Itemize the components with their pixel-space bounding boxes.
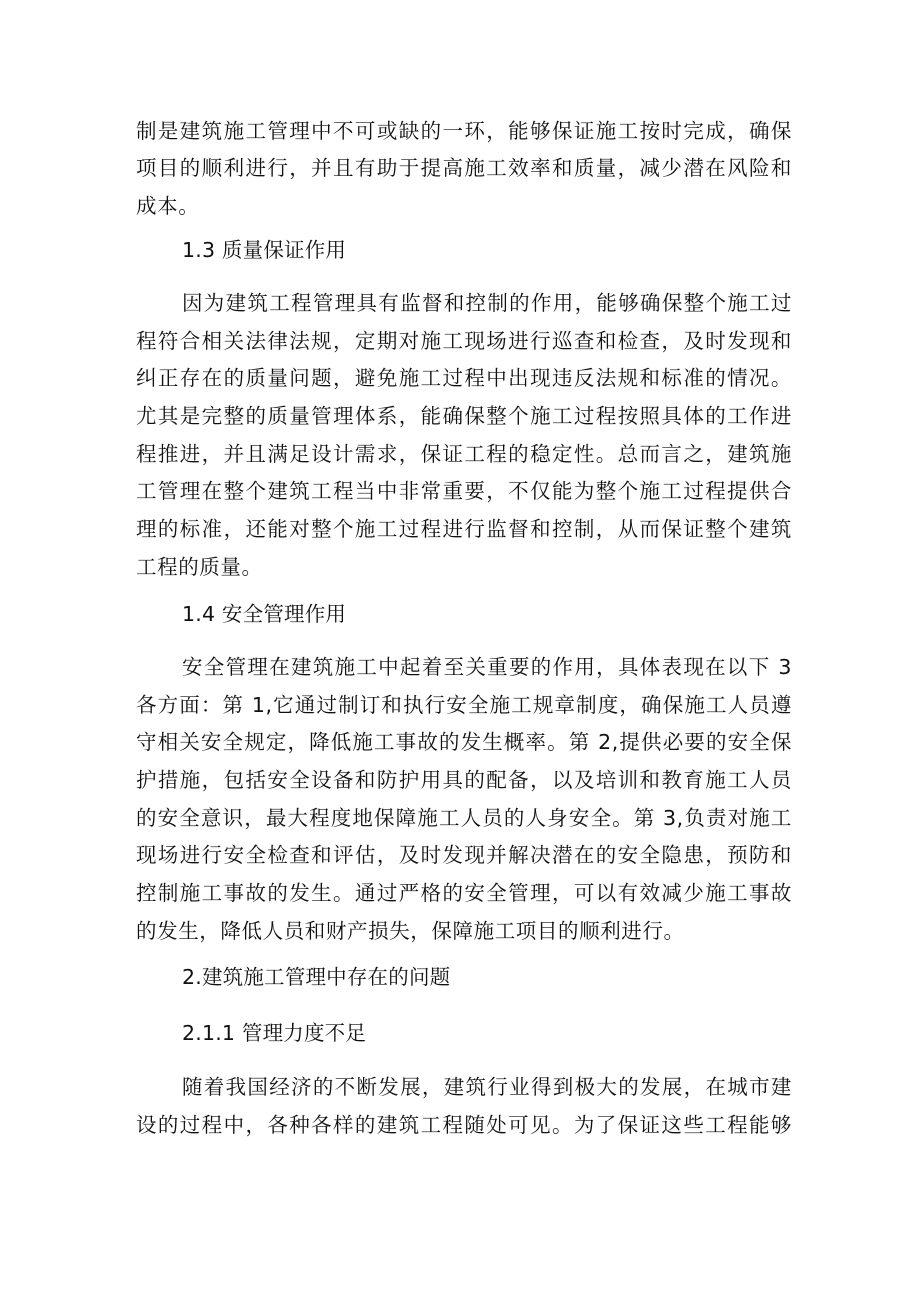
section-heading: 1.3 质量保证作用 <box>182 238 347 262</box>
text-line: 程推进，并且满足设计需求，保证工程的稳定性。总而言之，建筑施 <box>136 442 792 466</box>
text-line: 成本。 <box>136 194 200 218</box>
text-line: 因为建筑工程管理具有监督和控制的作用，能够确保整个施工过 <box>182 291 792 315</box>
text-line: 控制施工事故的发生。通过严格的安全管理，可以有效减少施工事故 <box>136 881 792 905</box>
section-heading: 2.建筑施工管理中存在的问题 <box>182 965 451 989</box>
text-line: 理的标准，还能对整个施工过程进行监督和控制，从而保证整个建筑 <box>136 517 792 541</box>
text-line: 的安全意识，最大程度地保障施工人员的人身安全。第 3,负责对施工 <box>136 806 792 830</box>
text-line: 守相关安全规定，降低施工事故的发生概率。第 2,提供必要的安全保 <box>136 730 792 754</box>
text-line: 现场进行安全检查和评估，及时发现并解决潜在的安全隐患，预防和 <box>136 843 792 867</box>
text-line: 的发生，降低人员和财产损失，保障施工项目的顺利进行。 <box>136 919 685 943</box>
text-line: 安全管理在建筑施工中起着至关重要的作用，具体表现在以下 3 <box>182 655 792 679</box>
section-heading: 1.4 安全管理作用 <box>182 602 347 626</box>
text-line: 工管理在整个建筑工程当中非常重要，不仅能为整个施工过程提供合 <box>136 479 792 503</box>
text-line: 工程的质量。 <box>136 555 263 579</box>
text-line: 护措施，包括安全设备和防护用具的配备，以及培训和教育施工人员 <box>136 768 792 792</box>
text-line: 纠正存在的质量问题，避免施工过程中出现违反法规和标准的情况。 <box>136 366 792 390</box>
text-line: 各方面：第 1,它通过制订和执行安全施工规章制度，确保施工人员遵 <box>136 693 792 717</box>
text-line: 随着我国经济的不断发展，建筑行业得到极大的发展，在城市建 <box>182 1075 792 1099</box>
text-line: 制是建筑施工管理中不可或缺的一环，能够保证施工按时完成，确保 <box>136 119 792 143</box>
text-line: 程符合相关法律法规，定期对施工现场进行巡查和检查，及时发现和 <box>136 329 792 353</box>
text-line: 设的过程中，各种各样的建筑工程随处可见。为了保证这些工程能够 <box>136 1113 792 1137</box>
text-line: 尤其是完整的质量管理体系，能确保整个施工过程按照具体的工作进 <box>136 404 792 428</box>
subsection-heading: 2.1.1 管理力度不足 <box>182 1021 367 1045</box>
text-line: 项目的顺利进行，并且有助于提高施工效率和质量，减少潜在风险和 <box>136 156 792 180</box>
